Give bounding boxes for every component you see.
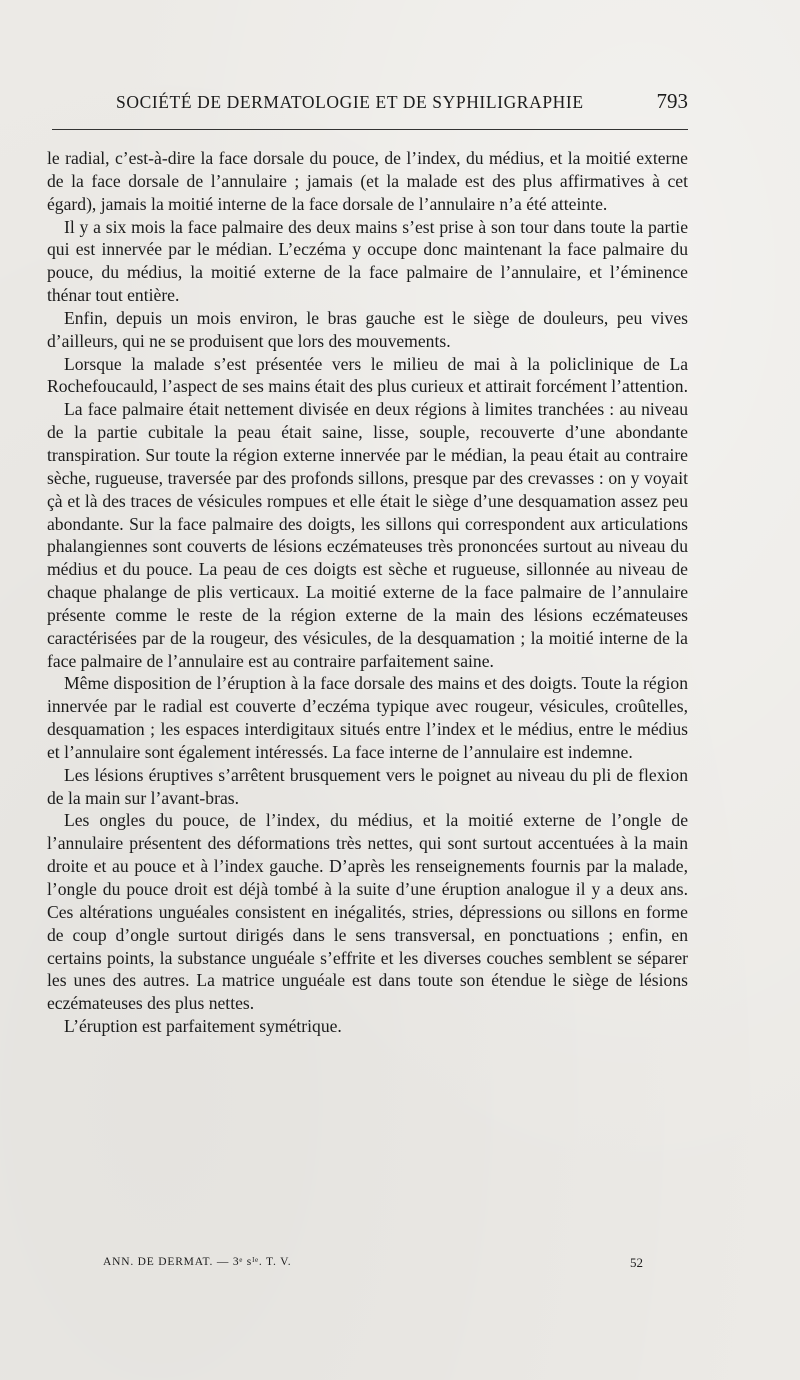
paragraph: Même disposition de l’éruption à la face dorsale des mains et des doigts. Toute la région innervée par le radial est couverte d’eczéma typique avec rougeur, vésicules, croûtelles, desquamation ; les espaces interdigitaux situés entre l’index et le médius, entre le médius et l’annulaire sont également intéressés. La face interne de l’annulaire est indemne. [47, 673, 688, 762]
paragraph: Enfin, depuis un mois environ, le bras gauche est le siège de douleurs, peu vives d’ailleurs, qui ne se produisent que lors des mouvements. [47, 307, 688, 351]
running-title: SOCIÉTÉ DE DERMATOLOGIE ET DE SYPHILIGRAPHIE [116, 92, 584, 112]
body-text [47, 147, 688, 1038]
paragraph: Lorsque la malade s’est présentée vers le milieu de mai à la policlinique de La Rochefoucauld, l’aspect de ses mains était des plus curieux et attirait forcément l’attention. [47, 353, 688, 397]
paragraph: Il y a six mois la face palmaire des deux mains s’est prise à son tour dans toute la partie qui est innervée par le médian. L’eczéma y occupe donc maintenant la face palmaire du pouce, du médius, la moitié externe de la face palmaire de l’annulaire, et l’éminence thénar tout entière. [47, 216, 688, 306]
paragraph: le radial, c’est-à-dire la face dorsale du pouce, de l’index, du médius, et la moitié externe de la face dorsale de l’annulaire ; jamais (et la malade est des plus affirmatives à cet égard), jamais la moitié interne de la face dorsale de l’annulaire n’a été atteinte. [47, 148, 688, 214]
sheet-number: 52 [630, 1255, 643, 1270]
page-footer [103, 1256, 643, 1276]
running-head [48, 89, 688, 120]
paragraph: Les ongles du pouce, de l’index, du médius, et la moitié externe de l’ongle de l’annulaire présentent des déformations très nettes, qui sont surtout accentuées à la main droite et au pouce et à l’index gauche. D’après les renseignements fournis par la malade, l’ongle du pouce droit est déjà tombé à la suite d’une éruption analogue il y a deux ans. Ces altérations unguéales consistent en inégalités, stries, dépressions ou sillons en forme de coup d’ongle surtout dirigés dans le sens transversal, en ponctuations ; enfin, en certains points, la substance unguéale s’effrite et les diverses couches semblent se séparer les unes des autres. La matrice unguéale est dans toute son étendue le siège de lésions eczémateuses des plus nettes. [47, 810, 688, 1014]
paragraph: La face palmaire était nettement divisée en deux régions à limites tranchées : au niveau de la partie cubitale la peau était saine, lisse, souple, recouverte d’une abondante transpiration. Sur toute la région externe innervée par le médian, la peau était au contraire sèche, rugueuse, traversée par des profonds sillons, presque par des crevasses : on y voyait çà et là des traces de vésicules rompues et elle était le siège d’une desquamation assez peu abondante. Sur la face palmaire des doigts, les sillons qui correspondent aux articulations phalangiennes sont couverts de lésions eczémateuses très prononcées surtout au niveau du médius et du pouce. La peau de ces doigts est sèche et rugueuse, sillonnée au niveau de chaque phalange de plis verticaux. La moitié externe de la face palmaire de l’annulaire présente comme le reste de la région externe de la main des lésions eczémateuses caractérisées par de la rougeur, des vésicules, de la desquamation ; la moitié interne de la face palmaire de l’annulaire est au contraire parfaitement saine. [47, 399, 688, 671]
page-number: 793 [656, 89, 688, 113]
header-rule [52, 129, 688, 130]
paragraph: L’éruption est parfaitement symétrique. [64, 1016, 342, 1037]
signature-mark: ANN. DE DERMAT. — 3ᵉ sᴵᵉ. T. V. [103, 1256, 292, 1268]
paragraph: Les lésions éruptives s’arrêtent brusquement vers le poignet au niveau du pli de flexion de la main sur l’avant-bras. [47, 764, 688, 808]
